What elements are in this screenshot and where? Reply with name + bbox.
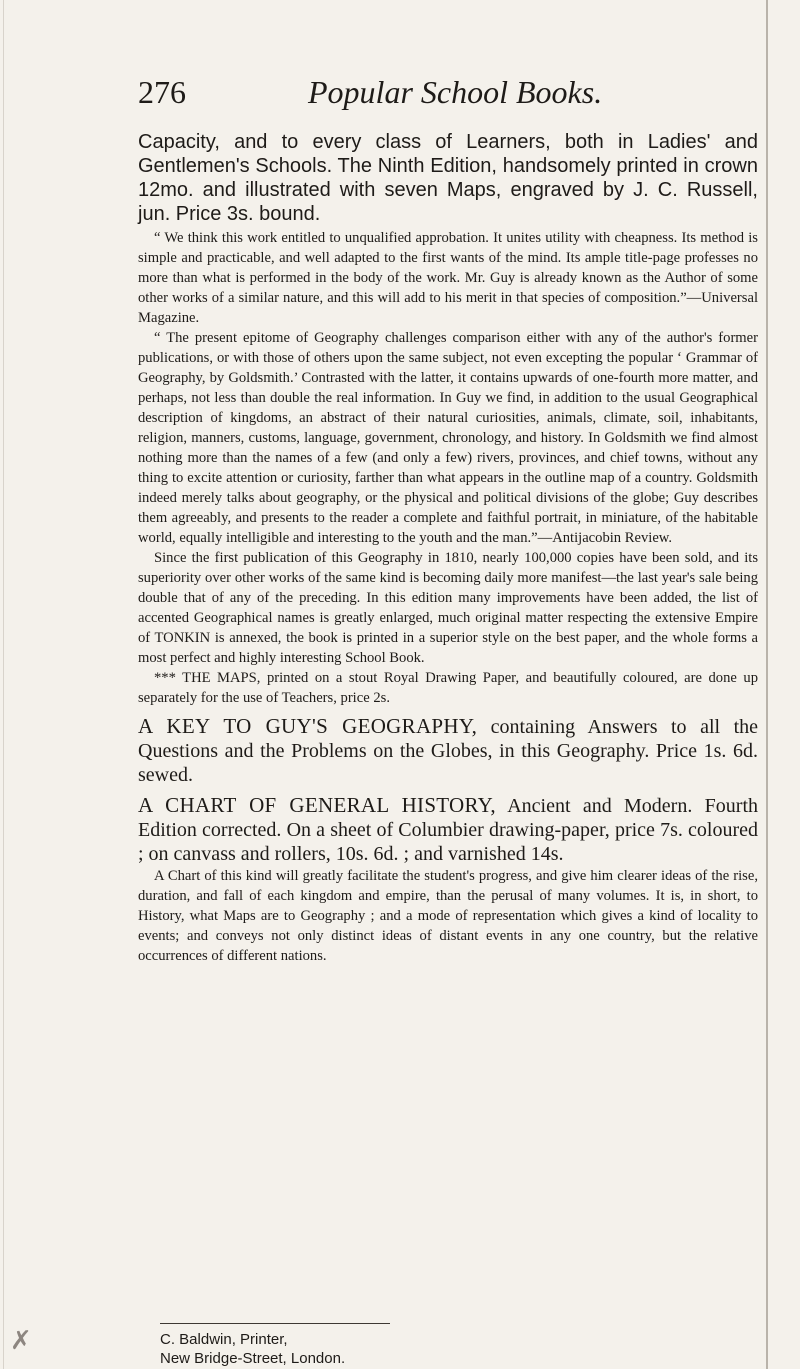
chart-heading: A CHART OF GENERAL HISTORY, [138, 793, 496, 817]
universal-magazine-review: “ We think this work entitled to unqualified approbation. It unites utility with cheapness. Its method is simple and practicable, and well adapted to the first wants of the mind. Its ample title-page professes no more than what is performed in the body of the work. Mr. Guy is already known as the Author of some other works of a similar nature, and this will add to his merit in that species of composition.”—Universal Magazine. [138, 230, 758, 326]
chart-body: Ancient and Modern. Fourth Edition corrected. On a sheet of Columbier drawing-paper, price 7s. coloured ; on canvass and rollers, 10s. 6d. ; and varnished 14s. [138, 795, 759, 865]
page-number: 276 [138, 74, 186, 110]
margin-mark: ✗ [10, 1326, 32, 1356]
right-margin-rule [766, 0, 768, 1369]
key-body: containing Answers to all the Questions and the Problems on the Globes, in this Geography. Price 1s. 6d. sewed. [138, 716, 758, 786]
intro-paragraph: Capacity, and to every class of Learners, both in Ladies' and Gentlemen's Schools. The Ninth Edition, handsomely printed in crown 12mo. and illustrated with seven Maps, engraved by J. C. Russell, jun. Price 3s. bound. [138, 131, 758, 225]
running-title: Popular School Books. [308, 74, 603, 110]
printer-address: New Bridge-Street, London. [160, 1350, 346, 1367]
page-body [138, 130, 758, 966]
printer-imprint [160, 1330, 420, 1368]
chart-advertisement [138, 793, 758, 866]
sales-paragraph: Since the first publication of this Geography in 1810, nearly 100,000 copies have been sold, and its superiority over other works of the same kind is becoming daily more manifest—the last year's sale being double that of any of the preceding. In this edition many improvements have been added, the list of accented Geographical names is greatly enlarged, much original matter respecting the extensive Empire of TONKIN is annexed, the book is printed in a superior style on the best paper, and the whole forms a most perfect and highly interesting School Book. [138, 550, 758, 666]
left-page-edge [3, 0, 4, 1369]
key-heading: A KEY TO GUY'S GEOGRAPHY, [138, 714, 478, 738]
antijacobin-review: “ The present epitome of Geography challenges comparison either with any of the author's former publications, or with those of others upon the same subject, not even excepting the popular ‘ Grammar of Geography, by Goldsmith.’ Contrasted with the latter, it contains upwards of one-fourth more matter, and perhaps, not less than double the real information. In Guy we find, in addition to the usual Geographical description of kingdoms, an abstract of their natural curiosities, animals, climate, soil, inhabitants, religion, manners, customs, language, government, chronology, and history. In Goldsmith we find almost nothing more than the names of a few (and only a few) rivers, provinces, and chief towns, without any thing to excite attention or curiosity, farther than what appears in the outline map of a country. Goldsmith indeed merely talks about geography, or the physical and political divisions of the globe; Guy describes them agreeably, and presents to the reader a complete and faithful portrait, in miniature, of the habitable world, equally intelligible and interesting to the youth and the man.”—Antijacobin Review. [138, 330, 758, 546]
printer-name: C. Baldwin, Printer, [160, 1331, 288, 1348]
maps-note: *** THE MAPS, printed on a stout Royal Drawing Paper, and beautifully coloured, are done up separately for the use of Teachers, price 2s. [138, 670, 758, 706]
imprint-rule [160, 1323, 390, 1324]
key-advertisement [138, 714, 758, 787]
page-header [138, 74, 758, 114]
chart-note: A Chart of this kind will greatly facilitate the student's progress, and give him clearer ideas of the rise, duration, and fall of each kingdom and empire, than the perusal of many volumes. It is, in short, to History, what Maps are to Geography ; and a mode of representation which gives a kind of locality to events; and conveys not only distinct ideas of distant events in any one country, but the relative occurrences of different nations. [138, 868, 758, 964]
